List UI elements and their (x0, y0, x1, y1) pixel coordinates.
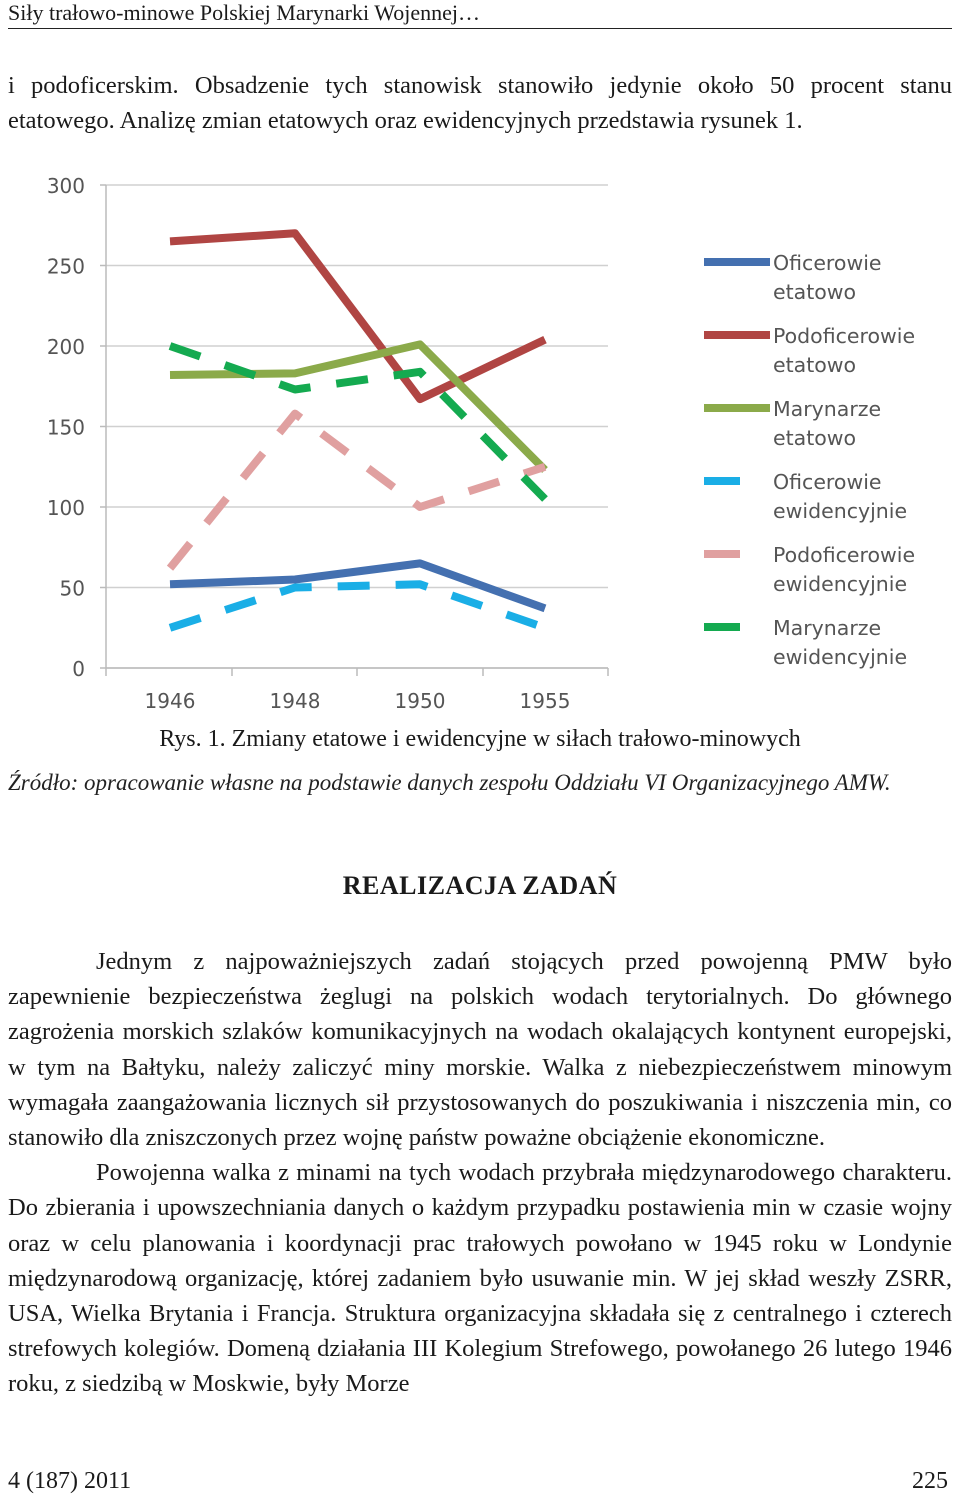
legend-label-1: etatowo (773, 280, 857, 304)
legend-label-2: Podoficerowie (773, 324, 916, 348)
legend-label-6: ewidencyjnie (773, 645, 908, 669)
figure-1-chart (0, 160, 960, 720)
legend-label-3: etatowo (773, 426, 857, 450)
body-paragraph-1: Jednym z najpoważniejszych zadań stojących przed powojenną PMW było zapewnienie bezpieczeństwa żeglugi na polskich wodach terytorialnych. Do głównego zagrożenia morskich szlaków komunikacyjnych na wodach okalających kontynent europejski, w tym na Bałtyku, należy zaliczyć miny morskie. Walka z niebezpieczeństwem minowym wymagała zaangażowania licznych sił przystosowanych do poszukiwania i niszczenia min, co stanowiło dla zniszczonych przez wojnę państw poważne obciążenie ekonomiczne. (8, 948, 952, 1152)
legend-label-4: Oficerowie (773, 470, 882, 494)
figure-source: Źródło: opracowanie własne na podstawie danych zespołu Oddziału VI Organizacyjnego AMW. (8, 770, 891, 795)
y-tick-label: 250 (46, 254, 85, 279)
legend-label-5: Podoficerowie (773, 543, 916, 567)
section-title: REALIZACJA ZADAŃ (342, 871, 618, 900)
legend-label-4: ewidencyjnie (773, 499, 908, 523)
page-number: 225 (912, 1468, 948, 1494)
legend-label-3: Marynarze (773, 397, 882, 421)
y-tick-label: 150 (46, 415, 85, 440)
body-text (8, 944, 952, 1402)
y-tick-label: 0 (72, 657, 85, 681)
intro-paragraph: i podoficerskim. Obsadzenie tych stanowisk stanowiło jedynie około 50 procent stanu etatowego. Analizę zmian etatowych oraz ewidencyjnych przedstawia rysunek 1. (8, 72, 952, 135)
legend-label-5: ewidencyjnie (773, 572, 908, 596)
x-tick-label: 1946 (144, 689, 196, 713)
legend-label-2: etatowo (773, 353, 857, 377)
legend-label-6: Marynarze (773, 616, 882, 640)
x-tick-label: 1955 (519, 689, 571, 713)
footer-issue: 4 (187) 2011 (8, 1468, 132, 1494)
x-tick-label: 1950 (394, 689, 446, 713)
y-tick-label: 50 (59, 576, 85, 601)
legend-label-1: Oficerowie (773, 251, 882, 275)
body-paragraph-2: Powojenna walka z minami na tych wodach przybrała międzynarodowego charakteru. Do zbierania i upowszechniania danych o każdym przypadku postawienia min w czasie wojny oraz w celu planowania i koordynacji prac trałowych powołano w 1945 roku w Londynie międzynarodową organizację, której zadaniem było usuwanie min. W jej skład weszły ZSRR, USA, Wielka Brytania i Francja. Struktura organizacyjna składała się z centralnego i czterech strefowych kolegiów. Domeną działania III Kolegium Strefowego, powołanego 26 lutego 1946 roku, z siedzibą w Moskwie, były Morze (8, 1159, 952, 1398)
running-header (8, 0, 952, 29)
running-title: Siły trałowo-minowe Polskiej Marynarki Wojennej… (8, 0, 480, 25)
figure-caption: Rys. 1. Zmiany etatowe i ewidencyjne w siłach trałowo-minowych (159, 726, 801, 752)
y-tick-label: 300 (46, 174, 85, 198)
x-tick-label: 1948 (269, 689, 321, 713)
line-chart (0, 160, 960, 720)
y-tick-label: 200 (46, 335, 85, 359)
y-tick-label: 100 (46, 496, 85, 520)
